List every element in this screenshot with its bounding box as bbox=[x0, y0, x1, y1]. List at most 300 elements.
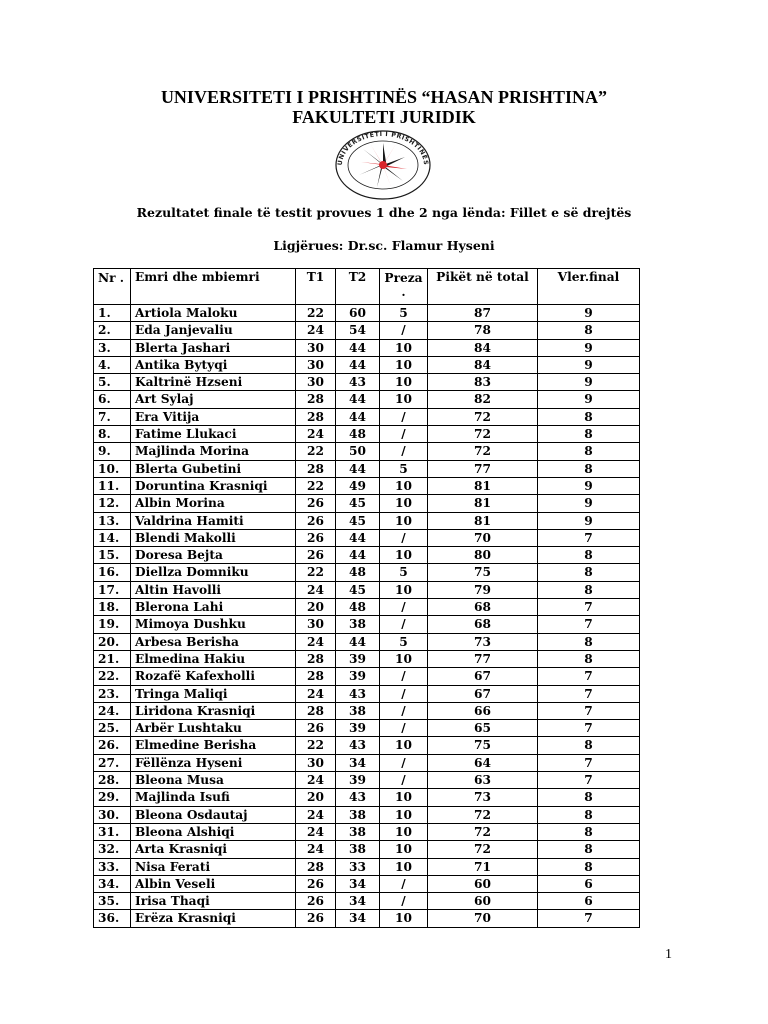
score-preza: 5 bbox=[380, 460, 428, 477]
final-grade: 6 bbox=[538, 893, 640, 910]
header-total: Pikët në total bbox=[428, 269, 538, 305]
row-number: 25. bbox=[94, 720, 131, 737]
score-t1: 22 bbox=[296, 737, 336, 754]
score-t1: 28 bbox=[296, 460, 336, 477]
results-table-body bbox=[94, 305, 640, 928]
score-total: 84 bbox=[428, 356, 538, 373]
row-number: 31. bbox=[94, 823, 131, 840]
row-number: 23. bbox=[94, 685, 131, 702]
score-preza: 10 bbox=[380, 858, 428, 875]
row-number: 3. bbox=[94, 339, 131, 356]
student-name: Blerta Gubetini bbox=[131, 460, 296, 477]
table-row bbox=[94, 737, 640, 754]
score-t2: 44 bbox=[336, 529, 380, 546]
score-total: 68 bbox=[428, 599, 538, 616]
score-preza: 10 bbox=[380, 374, 428, 391]
score-t1: 24 bbox=[296, 823, 336, 840]
student-name: Bleona Osdautaj bbox=[131, 806, 296, 823]
student-name: Majlinda Isufi bbox=[131, 789, 296, 806]
score-preza: / bbox=[380, 599, 428, 616]
student-name: Albin Veseli bbox=[131, 875, 296, 892]
score-preza: 10 bbox=[380, 547, 428, 564]
table-row bbox=[94, 529, 640, 546]
final-grade: 8 bbox=[538, 858, 640, 875]
final-grade: 8 bbox=[538, 650, 640, 667]
score-t1: 30 bbox=[296, 616, 336, 633]
score-total: 75 bbox=[428, 564, 538, 581]
row-number: 2. bbox=[94, 322, 131, 339]
score-t1: 24 bbox=[296, 772, 336, 789]
row-number: 11. bbox=[94, 477, 131, 494]
score-t2: 38 bbox=[336, 616, 380, 633]
university-title: UNIVERSITETI I PRISHTINËS “HASAN PRISHTINA” bbox=[160, 87, 608, 107]
score-t2: 34 bbox=[336, 875, 380, 892]
student-name: Elmedina Hakiu bbox=[131, 650, 296, 667]
table-row bbox=[94, 443, 640, 460]
score-t2: 34 bbox=[336, 910, 380, 927]
score-t2: 38 bbox=[336, 806, 380, 823]
table-row bbox=[94, 339, 640, 356]
final-grade: 7 bbox=[538, 720, 640, 737]
score-t2: 38 bbox=[336, 823, 380, 840]
score-preza: / bbox=[380, 408, 428, 425]
score-t1: 22 bbox=[296, 305, 336, 322]
table-row bbox=[94, 391, 640, 408]
score-total: 65 bbox=[428, 720, 538, 737]
score-t2: 39 bbox=[336, 668, 380, 685]
header-preza: Preza . bbox=[380, 269, 428, 305]
final-grade: 8 bbox=[538, 633, 640, 650]
score-t1: 24 bbox=[296, 581, 336, 598]
row-number: 24. bbox=[94, 702, 131, 719]
score-total: 82 bbox=[428, 391, 538, 408]
score-t1: 28 bbox=[296, 702, 336, 719]
table-row bbox=[94, 305, 640, 322]
row-number: 14. bbox=[94, 529, 131, 546]
score-t2: 44 bbox=[336, 391, 380, 408]
score-t1: 26 bbox=[296, 495, 336, 512]
score-t1: 20 bbox=[296, 599, 336, 616]
score-total: 72 bbox=[428, 408, 538, 425]
final-grade: 7 bbox=[538, 529, 640, 546]
student-name: Irisa Thaqi bbox=[131, 893, 296, 910]
table-row bbox=[94, 789, 640, 806]
table-row bbox=[94, 426, 640, 443]
student-name: Arbër Lushtaku bbox=[131, 720, 296, 737]
table-row bbox=[94, 581, 640, 598]
student-name: Tringa Maliqi bbox=[131, 685, 296, 702]
lecturer-line: Ligjërues: Dr.sc. Flamur Hyseni bbox=[273, 238, 495, 253]
table-row bbox=[94, 823, 640, 840]
row-number: 1. bbox=[94, 305, 131, 322]
table-row bbox=[94, 356, 640, 373]
score-t1: 22 bbox=[296, 443, 336, 460]
table-row bbox=[94, 616, 640, 633]
score-t1: 26 bbox=[296, 529, 336, 546]
table-row bbox=[94, 772, 640, 789]
score-total: 73 bbox=[428, 633, 538, 650]
score-preza: 10 bbox=[380, 512, 428, 529]
score-t1: 22 bbox=[296, 477, 336, 494]
score-t2: 50 bbox=[336, 443, 380, 460]
score-preza: 10 bbox=[380, 356, 428, 373]
score-t2: 45 bbox=[336, 512, 380, 529]
final-grade: 9 bbox=[538, 391, 640, 408]
score-preza: / bbox=[380, 616, 428, 633]
score-total: 72 bbox=[428, 806, 538, 823]
row-number: 28. bbox=[94, 772, 131, 789]
score-total: 64 bbox=[428, 754, 538, 771]
student-name: Artiola Maloku bbox=[131, 305, 296, 322]
table-row bbox=[94, 875, 640, 892]
final-grade: 9 bbox=[538, 512, 640, 529]
table-row bbox=[94, 460, 640, 477]
student-name: Fatime Llukaci bbox=[131, 426, 296, 443]
student-name: Erëza Krasniqi bbox=[131, 910, 296, 927]
university-seal-logo bbox=[333, 129, 433, 201]
score-total: 66 bbox=[428, 702, 538, 719]
final-grade: 9 bbox=[538, 495, 640, 512]
results-table bbox=[93, 268, 640, 928]
student-name: Eda Janjevaliu bbox=[131, 322, 296, 339]
student-name: Diellza Domniku bbox=[131, 564, 296, 581]
student-name: Majlinda Morina bbox=[131, 443, 296, 460]
row-number: 34. bbox=[94, 875, 131, 892]
score-preza: 10 bbox=[380, 495, 428, 512]
score-t2: 43 bbox=[336, 685, 380, 702]
score-t2: 44 bbox=[336, 460, 380, 477]
student-name: Arbesa Berisha bbox=[131, 633, 296, 650]
final-grade: 7 bbox=[538, 668, 640, 685]
final-grade: 9 bbox=[538, 356, 640, 373]
header-name: Emri dhe mbiemri bbox=[131, 269, 296, 305]
score-preza: 10 bbox=[380, 841, 428, 858]
score-total: 75 bbox=[428, 737, 538, 754]
score-t2: 48 bbox=[336, 599, 380, 616]
student-name: Antika Bytyqi bbox=[131, 356, 296, 373]
score-t2: 38 bbox=[336, 841, 380, 858]
score-total: 60 bbox=[428, 893, 538, 910]
student-name: Fëllënza Hyseni bbox=[131, 754, 296, 771]
faculty-title: FAKULTETI JURIDIK bbox=[292, 107, 476, 127]
row-number: 10. bbox=[94, 460, 131, 477]
final-grade: 7 bbox=[538, 702, 640, 719]
svg-text:UNIVERSITETI I PRISHTINËS: UNIVERSITETI I PRISHTINËS bbox=[336, 130, 430, 166]
final-grade: 8 bbox=[538, 581, 640, 598]
table-row bbox=[94, 477, 640, 494]
score-t2: 49 bbox=[336, 477, 380, 494]
row-number: 26. bbox=[94, 737, 131, 754]
score-t1: 26 bbox=[296, 547, 336, 564]
score-preza: 10 bbox=[380, 650, 428, 667]
final-grade: 8 bbox=[538, 737, 640, 754]
score-t1: 30 bbox=[296, 754, 336, 771]
score-preza: / bbox=[380, 875, 428, 892]
score-t2: 44 bbox=[336, 547, 380, 564]
score-total: 72 bbox=[428, 823, 538, 840]
score-t1: 30 bbox=[296, 356, 336, 373]
score-total: 78 bbox=[428, 322, 538, 339]
table-row bbox=[94, 668, 640, 685]
final-grade: 7 bbox=[538, 599, 640, 616]
score-preza: / bbox=[380, 754, 428, 771]
table-row bbox=[94, 322, 640, 339]
row-number: 29. bbox=[94, 789, 131, 806]
table-row bbox=[94, 910, 640, 927]
table-header-row bbox=[94, 269, 640, 305]
student-name: Rozafë Kafexholli bbox=[131, 668, 296, 685]
table-row bbox=[94, 633, 640, 650]
score-total: 72 bbox=[428, 443, 538, 460]
score-t1: 22 bbox=[296, 564, 336, 581]
final-grade: 7 bbox=[538, 772, 640, 789]
student-name: Doresa Bejta bbox=[131, 547, 296, 564]
student-name: Mimoya Dushku bbox=[131, 616, 296, 633]
score-total: 73 bbox=[428, 789, 538, 806]
table-row bbox=[94, 512, 640, 529]
table-row bbox=[94, 806, 640, 823]
score-t1: 26 bbox=[296, 512, 336, 529]
student-name: Art Sylaj bbox=[131, 391, 296, 408]
score-preza: 10 bbox=[380, 339, 428, 356]
score-preza: 10 bbox=[380, 737, 428, 754]
student-name: Arta Krasniqi bbox=[131, 841, 296, 858]
score-t2: 43 bbox=[336, 789, 380, 806]
score-total: 77 bbox=[428, 460, 538, 477]
student-name: Elmedine Berisha bbox=[131, 737, 296, 754]
table-row bbox=[94, 564, 640, 581]
student-name: Nisa Ferati bbox=[131, 858, 296, 875]
row-number: 27. bbox=[94, 754, 131, 771]
score-t2: 39 bbox=[336, 650, 380, 667]
row-number: 19. bbox=[94, 616, 131, 633]
table-row bbox=[94, 408, 640, 425]
table-row bbox=[94, 754, 640, 771]
table-row bbox=[94, 858, 640, 875]
student-name: Bleona Alshiqi bbox=[131, 823, 296, 840]
score-t2: 44 bbox=[336, 339, 380, 356]
score-preza: 10 bbox=[380, 823, 428, 840]
final-grade: 7 bbox=[538, 910, 640, 927]
score-t2: 45 bbox=[336, 581, 380, 598]
score-t1: 24 bbox=[296, 633, 336, 650]
row-number: 8. bbox=[94, 426, 131, 443]
score-t2: 43 bbox=[336, 737, 380, 754]
student-name: Blerona Lahi bbox=[131, 599, 296, 616]
score-t1: 28 bbox=[296, 668, 336, 685]
student-name: Doruntina Krasniqi bbox=[131, 477, 296, 494]
score-total: 63 bbox=[428, 772, 538, 789]
score-preza: 5 bbox=[380, 305, 428, 322]
table-row bbox=[94, 893, 640, 910]
score-t1: 28 bbox=[296, 858, 336, 875]
score-t1: 28 bbox=[296, 650, 336, 667]
row-number: 6. bbox=[94, 391, 131, 408]
table-row bbox=[94, 720, 640, 737]
score-preza: / bbox=[380, 529, 428, 546]
final-grade: 8 bbox=[538, 443, 640, 460]
row-number: 30. bbox=[94, 806, 131, 823]
row-number: 13. bbox=[94, 512, 131, 529]
score-t2: 34 bbox=[336, 754, 380, 771]
score-total: 60 bbox=[428, 875, 538, 892]
student-name: Albin Morina bbox=[131, 495, 296, 512]
score-total: 81 bbox=[428, 495, 538, 512]
score-total: 70 bbox=[428, 529, 538, 546]
score-total: 68 bbox=[428, 616, 538, 633]
document-subtitle: Rezultatet finale të testit provues 1 dhe 2 nga lënda: Fillet e së drejtës bbox=[136, 205, 632, 220]
score-t2: 45 bbox=[336, 495, 380, 512]
row-number: 32. bbox=[94, 841, 131, 858]
score-t1: 24 bbox=[296, 841, 336, 858]
score-t2: 60 bbox=[336, 305, 380, 322]
score-total: 81 bbox=[428, 477, 538, 494]
row-number: 17. bbox=[94, 581, 131, 598]
score-t2: 48 bbox=[336, 426, 380, 443]
score-t2: 33 bbox=[336, 858, 380, 875]
score-preza: 10 bbox=[380, 806, 428, 823]
score-t1: 30 bbox=[296, 339, 336, 356]
header-nr: Nr . bbox=[94, 269, 131, 305]
final-grade: 7 bbox=[538, 754, 640, 771]
header-final: Vler.final bbox=[538, 269, 640, 305]
final-grade: 9 bbox=[538, 477, 640, 494]
score-preza: / bbox=[380, 772, 428, 789]
row-number: 36. bbox=[94, 910, 131, 927]
score-total: 80 bbox=[428, 547, 538, 564]
score-preza: / bbox=[380, 426, 428, 443]
student-name: Blerta Jashari bbox=[131, 339, 296, 356]
final-grade: 8 bbox=[538, 841, 640, 858]
student-name: Kaltrinë Hzseni bbox=[131, 374, 296, 391]
score-preza: / bbox=[380, 685, 428, 702]
score-t1: 30 bbox=[296, 374, 336, 391]
score-t2: 48 bbox=[336, 564, 380, 581]
table-row bbox=[94, 547, 640, 564]
row-number: 21. bbox=[94, 650, 131, 667]
row-number: 22. bbox=[94, 668, 131, 685]
row-number: 12. bbox=[94, 495, 131, 512]
score-t2: 39 bbox=[336, 772, 380, 789]
score-total: 87 bbox=[428, 305, 538, 322]
final-grade: 8 bbox=[538, 823, 640, 840]
score-t1: 20 bbox=[296, 789, 336, 806]
final-grade: 8 bbox=[538, 460, 640, 477]
score-preza: / bbox=[380, 720, 428, 737]
score-t1: 26 bbox=[296, 720, 336, 737]
score-preza: 10 bbox=[380, 391, 428, 408]
table-row bbox=[94, 599, 640, 616]
score-total: 84 bbox=[428, 339, 538, 356]
final-grade: 6 bbox=[538, 875, 640, 892]
score-preza: 10 bbox=[380, 789, 428, 806]
score-t2: 34 bbox=[336, 893, 380, 910]
score-t1: 26 bbox=[296, 910, 336, 927]
final-grade: 8 bbox=[538, 806, 640, 823]
score-total: 67 bbox=[428, 685, 538, 702]
row-number: 15. bbox=[94, 547, 131, 564]
row-number: 18. bbox=[94, 599, 131, 616]
score-total: 79 bbox=[428, 581, 538, 598]
score-total: 77 bbox=[428, 650, 538, 667]
score-t1: 24 bbox=[296, 806, 336, 823]
score-preza: / bbox=[380, 893, 428, 910]
final-grade: 8 bbox=[538, 547, 640, 564]
student-name: Blendi Makolli bbox=[131, 529, 296, 546]
student-name: Valdrina Hamiti bbox=[131, 512, 296, 529]
score-t1: 26 bbox=[296, 893, 336, 910]
score-t2: 54 bbox=[336, 322, 380, 339]
score-t2: 39 bbox=[336, 720, 380, 737]
score-total: 81 bbox=[428, 512, 538, 529]
score-total: 72 bbox=[428, 841, 538, 858]
table-row bbox=[94, 685, 640, 702]
score-preza: 5 bbox=[380, 564, 428, 581]
table-row bbox=[94, 841, 640, 858]
row-number: 33. bbox=[94, 858, 131, 875]
student-name: Bleona Musa bbox=[131, 772, 296, 789]
score-preza: 5 bbox=[380, 633, 428, 650]
final-grade: 7 bbox=[538, 616, 640, 633]
score-t2: 44 bbox=[336, 633, 380, 650]
row-number: 20. bbox=[94, 633, 131, 650]
score-total: 71 bbox=[428, 858, 538, 875]
score-t1: 28 bbox=[296, 391, 336, 408]
final-grade: 9 bbox=[538, 305, 640, 322]
score-preza: 10 bbox=[380, 581, 428, 598]
score-t1: 28 bbox=[296, 408, 336, 425]
score-preza: / bbox=[380, 668, 428, 685]
header-t2: T2 bbox=[336, 269, 380, 305]
score-preza: / bbox=[380, 322, 428, 339]
score-preza: / bbox=[380, 702, 428, 719]
table-row bbox=[94, 374, 640, 391]
final-grade: 8 bbox=[538, 789, 640, 806]
score-t2: 43 bbox=[336, 374, 380, 391]
final-grade: 8 bbox=[538, 564, 640, 581]
score-t1: 26 bbox=[296, 875, 336, 892]
row-number: 5. bbox=[94, 374, 131, 391]
score-preza: 10 bbox=[380, 910, 428, 927]
score-t2: 38 bbox=[336, 702, 380, 719]
score-total: 72 bbox=[428, 426, 538, 443]
header-t1: T1 bbox=[296, 269, 336, 305]
page-number: 1 bbox=[665, 947, 672, 962]
final-grade: 8 bbox=[538, 426, 640, 443]
score-t1: 24 bbox=[296, 322, 336, 339]
score-total: 67 bbox=[428, 668, 538, 685]
student-name: Era Vitija bbox=[131, 408, 296, 425]
table-row bbox=[94, 495, 640, 512]
final-grade: 7 bbox=[538, 685, 640, 702]
row-number: 7. bbox=[94, 408, 131, 425]
score-preza: / bbox=[380, 443, 428, 460]
row-number: 35. bbox=[94, 893, 131, 910]
row-number: 4. bbox=[94, 356, 131, 373]
student-name: Altin Havolli bbox=[131, 581, 296, 598]
final-grade: 9 bbox=[538, 339, 640, 356]
table-row bbox=[94, 702, 640, 719]
table-row bbox=[94, 650, 640, 667]
row-number: 16. bbox=[94, 564, 131, 581]
score-t1: 24 bbox=[296, 685, 336, 702]
score-total: 83 bbox=[428, 374, 538, 391]
score-t2: 44 bbox=[336, 356, 380, 373]
final-grade: 8 bbox=[538, 322, 640, 339]
final-grade: 9 bbox=[538, 374, 640, 391]
score-t1: 24 bbox=[296, 426, 336, 443]
final-grade: 8 bbox=[538, 408, 640, 425]
